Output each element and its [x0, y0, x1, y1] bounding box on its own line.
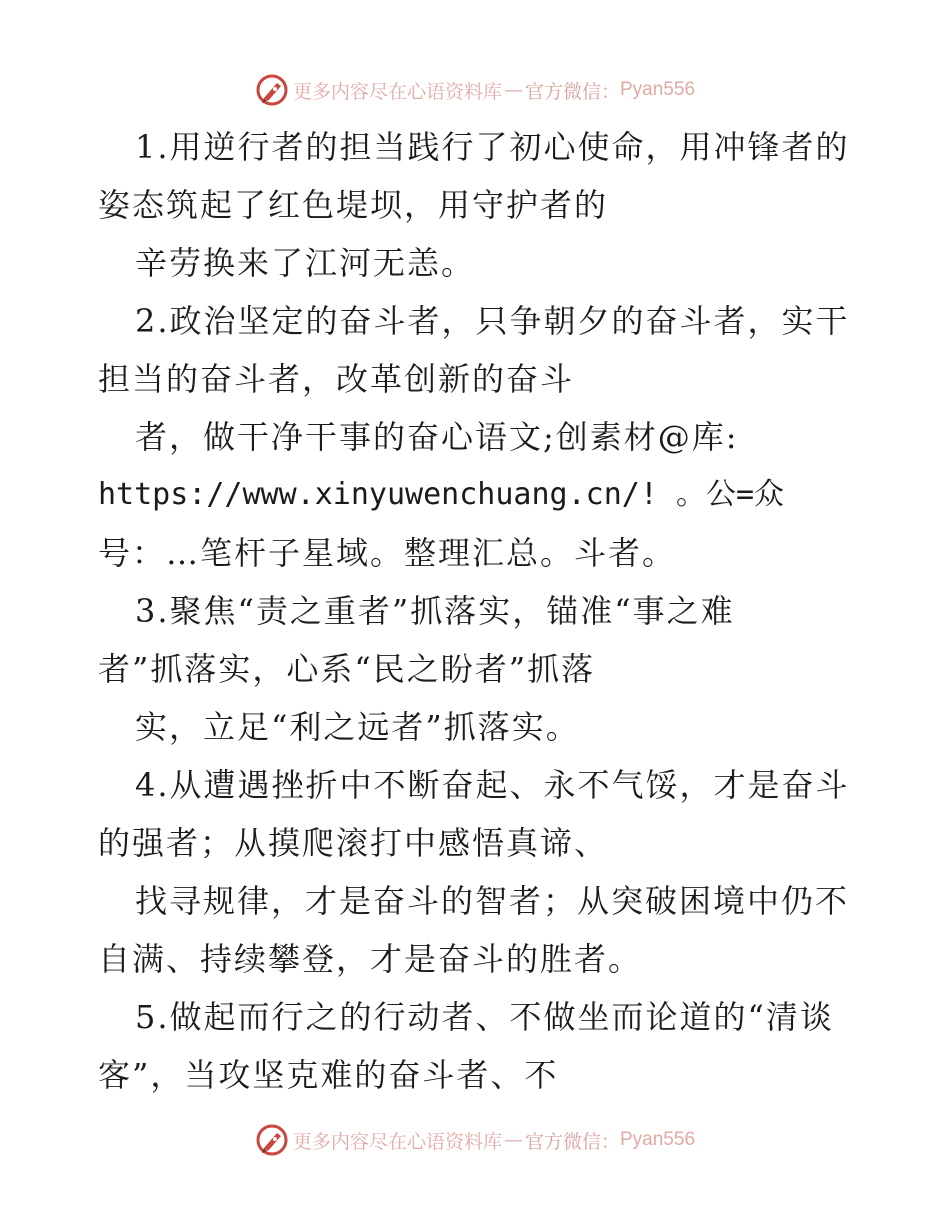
text-line-9: 3.聚焦“责之重者”抓落实，锚准“事之难: [135, 592, 735, 630]
text-line-4: 2.政治坚定的奋斗者，只争朝夕的奋斗者，实干: [135, 302, 850, 340]
text-line-12: 4.从遭遇挫折中不断奋起、永不气馁，才是奋斗: [135, 766, 850, 804]
watermark-id: Pyan556: [620, 1129, 696, 1150]
text-line-14: 找寻规律，才是奋斗的智者；从突破困境中仍不: [135, 882, 850, 920]
watermark-footer: [0, 1120, 950, 1160]
watermark-text: 更多内容尽在心语资料库: [292, 80, 502, 103]
text-line-15: 自满、持续攀登，才是奋斗的胜者。: [98, 940, 643, 978]
text-line-2: 姿态筑起了红色堤坝，用守护者的: [98, 186, 609, 224]
watermark-label: 官方微信：: [524, 1130, 620, 1153]
text-line-url: https://www.xinyuwenchuang.cn/! 。公=众: [98, 477, 785, 512]
text-line-11: 实，立足“利之远者”抓落实。: [135, 708, 580, 746]
watermark-label: 官方微信：: [524, 80, 620, 103]
text-line-16: 5.做起而行之的行动者、不做坐而论道的“清谈: [135, 998, 834, 1036]
pen-logo-icon: [255, 1123, 289, 1157]
text-line-17: 客”，当攻坚克难的奋斗者、不: [98, 1056, 559, 1094]
watermark-separator: —: [503, 1129, 523, 1151]
watermark-header: [0, 70, 950, 110]
text-line-6: 者，做干净干事的奋心语文;创素材@库:: [135, 418, 739, 456]
pen-logo-icon: [255, 73, 289, 107]
text-line-10: 者”抓落实，心系“民之盼者”抓落: [98, 650, 596, 688]
text-line-13: 的强者；从摸爬滚打中感悟真谛、: [98, 824, 609, 862]
watermark-text: 更多内容尽在心语资料库: [292, 1130, 502, 1153]
watermark-id: Pyan556: [620, 79, 696, 100]
text-line-3: 辛劳换来了江河无恙。: [135, 244, 476, 282]
text-line-8: 号：…笔杆子星域。整理汇总。斗者。: [98, 534, 677, 572]
text-line-1: 1.用逆行者的担当践行了初心使命，用冲锋者的: [135, 128, 850, 166]
text-line-5: 担当的奋斗者，改革创新的奋斗: [98, 360, 575, 398]
watermark-separator: —: [503, 79, 523, 101]
